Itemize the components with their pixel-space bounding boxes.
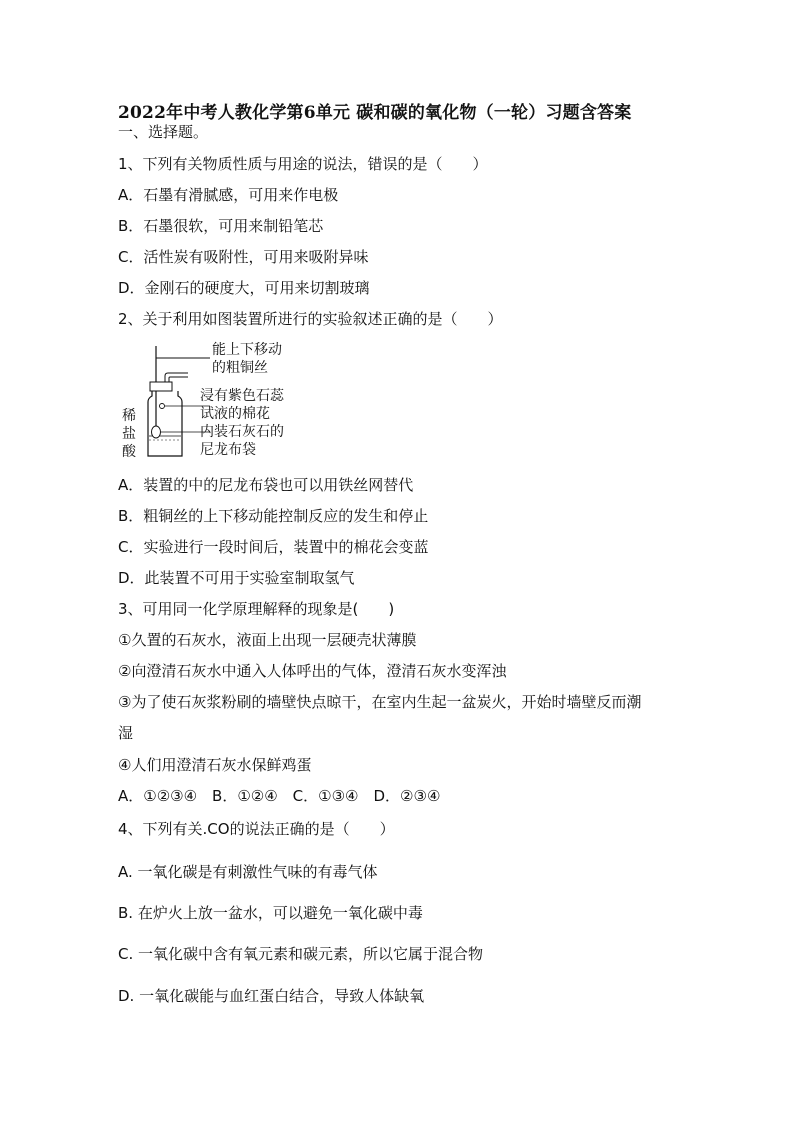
section-heading: 一、选择题。	[118, 123, 209, 141]
question-4-option-a: A. 一氧化碳是有刺激性气味的有毒气体	[118, 863, 378, 881]
apparatus-figure	[118, 338, 308, 464]
label-wire-line-2: 的粗铜丝	[212, 360, 268, 376]
question-1-option-d: D．金刚石的硬度大，可用来切割玻璃	[118, 279, 370, 297]
question-3-options: A．①②③④ B．①②④ C．①③④ D．②③④	[118, 787, 441, 805]
question-3-item-3: ③为了使石灰浆粉刷的墙壁快点晾干，在室内生起一盆炭火，开始时墙壁反而潮	[118, 693, 642, 711]
question-3-item-3-continued: 湿	[118, 724, 134, 742]
question-3-stem: 3、可用同一化学原理解释的现象是( )	[118, 600, 395, 618]
question-3-item-4: ④人们用澄清石灰水保鲜鸡蛋	[118, 756, 312, 774]
label-acid-char-2: 盐	[122, 426, 136, 442]
question-2-option-a: A．装置的中的尼龙布袋也可以用铁丝网替代	[118, 476, 414, 494]
label-cotton-line-1: 浸有紫色石蕊	[200, 388, 284, 404]
question-4-option-d: D. 一氧化碳能与血红蛋白结合，导致人体缺氧	[118, 987, 425, 1005]
label-bag-line-2: 尼龙布袋	[200, 442, 256, 458]
label-bag-line-1: 内装石灰石的	[200, 424, 284, 440]
question-3-item-1: ①久置的石灰水，液面上出现一层硬壳状薄膜	[118, 631, 417, 649]
question-2-option-c: C．实验进行一段时间后，装置中的棉花会变蓝	[118, 538, 429, 556]
label-cotton-line-2: 试液的棉花	[200, 406, 270, 422]
question-1-option-b: B．石墨很软，可用来制铅笔芯	[118, 217, 324, 235]
label-acid-char-1: 稀	[122, 408, 136, 424]
question-1-stem: 1、下列有关物质性质与用途的说法，错误的是（ ）	[118, 155, 488, 173]
question-1-option-c: C．活性炭有吸附性，可用来吸附异味	[118, 248, 369, 266]
question-2-option-d: D．此装置不可用于实验室制取氢气	[118, 569, 355, 587]
question-2-option-b: B．粗铜丝的上下移动能控制反应的发生和停止	[118, 507, 429, 525]
question-4-option-b: B. 在炉火上放一盆水，可以避免一氧化碳中毒	[118, 904, 423, 922]
question-4-option-c: C. 一氧化碳中含有氧元素和碳元素，所以它属于混合物	[118, 945, 484, 963]
label-wire-line-1: 能上下移动	[212, 342, 282, 358]
question-4-stem: 4、下列有关.CO的说法正确的是（ ）	[118, 820, 395, 838]
label-acid-char-3: 酸	[122, 444, 136, 460]
page-title: 2022年中考人教化学第6单元 碳和碳的氧化物（一轮）习题含答案	[118, 103, 632, 123]
question-1-option-a: A．石墨有滑腻感，可用来作电极	[118, 186, 339, 204]
question-3-item-2: ②向澄清石灰水中通入人体呼出的气体，澄清石灰水变浑浊	[118, 662, 507, 680]
question-2-stem: 2、关于利用如图装置所进行的实验叙述正确的是（ ）	[118, 310, 503, 328]
